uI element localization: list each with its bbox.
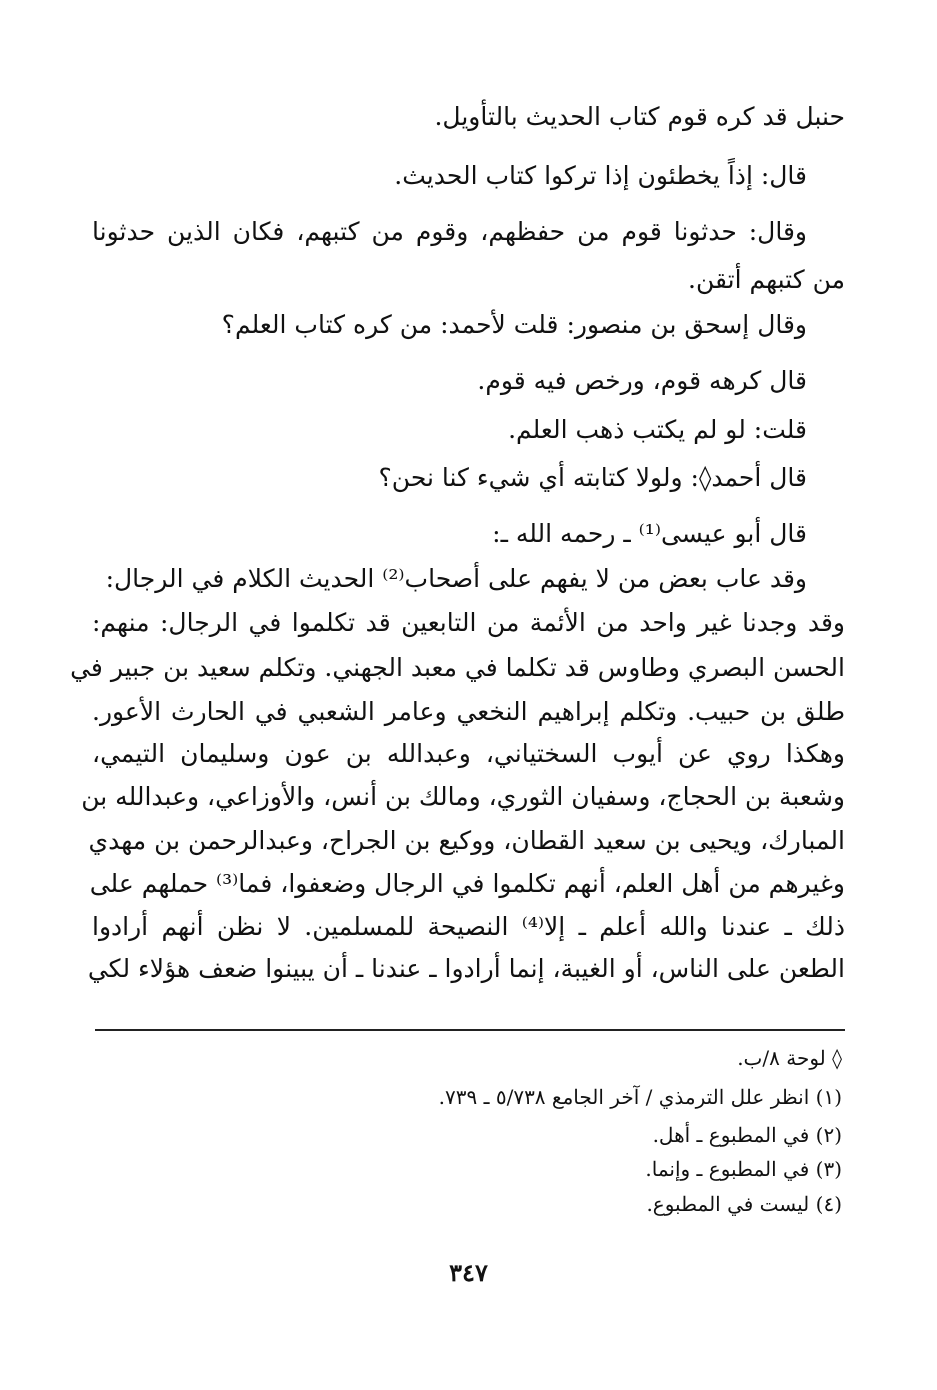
footnote: (٢) في المطبوع ـ أهل. [652,1123,842,1147]
text-line: وشعبة بن الحجاج، وسفيان الثوري، ومالك بن أنس، والأوزاعي، وعبدالله بن [81,782,845,811]
text-line: وقد وجدنا غير واحد من الأئمة من التابعين قد تكلموا في الرجال: منهم: [92,608,845,637]
text-line: قال أحمد◊: ولولا كتابته أي شيء كنا نحن؟ [378,463,807,492]
text-line: وقال إسحق بن منصور: قلت لأحمد: من كره كتاب العلم؟ [221,310,807,339]
text-line: وقال: حدثونا قوم من حفظهم، وقوم من كتبهم، فكان الذين حدثونا [92,217,807,246]
text-line: وهكذا روي عن أيوب السختياني، وعبدالله بن عون وسليمان التيمي، [92,739,845,768]
text-line: طلق بن حبيب. وتكلم إبراهيم النخعي وعامر الشعبي في الحارث الأعور. [92,697,845,726]
text-line: قال كرهه قوم، ورخص فيه قوم. [477,366,807,395]
text-line: حنبل قد كره قوم كتاب الحديث بالتأويل. [434,102,845,131]
text-line: قال أبو عيسى⁽¹⁾ ـ رحمه الله ـ: [492,519,807,548]
footnote: (٤) ليست في المطبوع. [646,1192,842,1216]
text-line: الحسن البصري وطاوس قد تكلما في معبد الجهني. وتكلم سعيد بن جبير في [70,653,845,682]
text-line: وغيرهم من أهل العلم، أنهم تكلموا في الرجال وضعفوا، فما⁽³⁾ حملهم على [89,869,845,898]
page-number: ٣٤٧ [449,1258,488,1287]
text-line: قال: إذاً يخطئون إذا تركوا كتاب الحديث. [394,161,807,190]
text-line: قلت: لو لم يكتب ذهب العلم. [508,415,807,444]
text-line: ذلك ـ عندنا والله أعلم ـ إلا⁽⁴⁾ النصيحة للمسلمين. لا نظن أنهم أرادوا [92,912,845,941]
footnote-divider [95,1029,845,1031]
footnote: (١) انظر علل الترمذي / آخر الجامع ٥/٧٣٨ ـ ٧٣٩. [438,1085,842,1109]
text-line: الطعن على الناس، أو الغيبة، إنما أرادوا ـ عندنا ـ أن يبينوا ضعف هؤلاء لكي [87,954,845,983]
text-line: من كتبهم أتقن. [688,265,845,294]
text-line: وقد عاب بعض من لا يفهم على أصحاب⁽²⁾ الحديث الكلام في الرجال: [105,564,807,593]
footnote: (٣) في المطبوع ـ وإنما. [645,1157,842,1181]
text-line: المبارك، ويحيى بن سعيد القطان، ووكيع بن الجراح، وعبدالرحمن بن مهدي [88,826,845,855]
footnote: ◊ لوحة ٨/ب. [737,1046,842,1070]
